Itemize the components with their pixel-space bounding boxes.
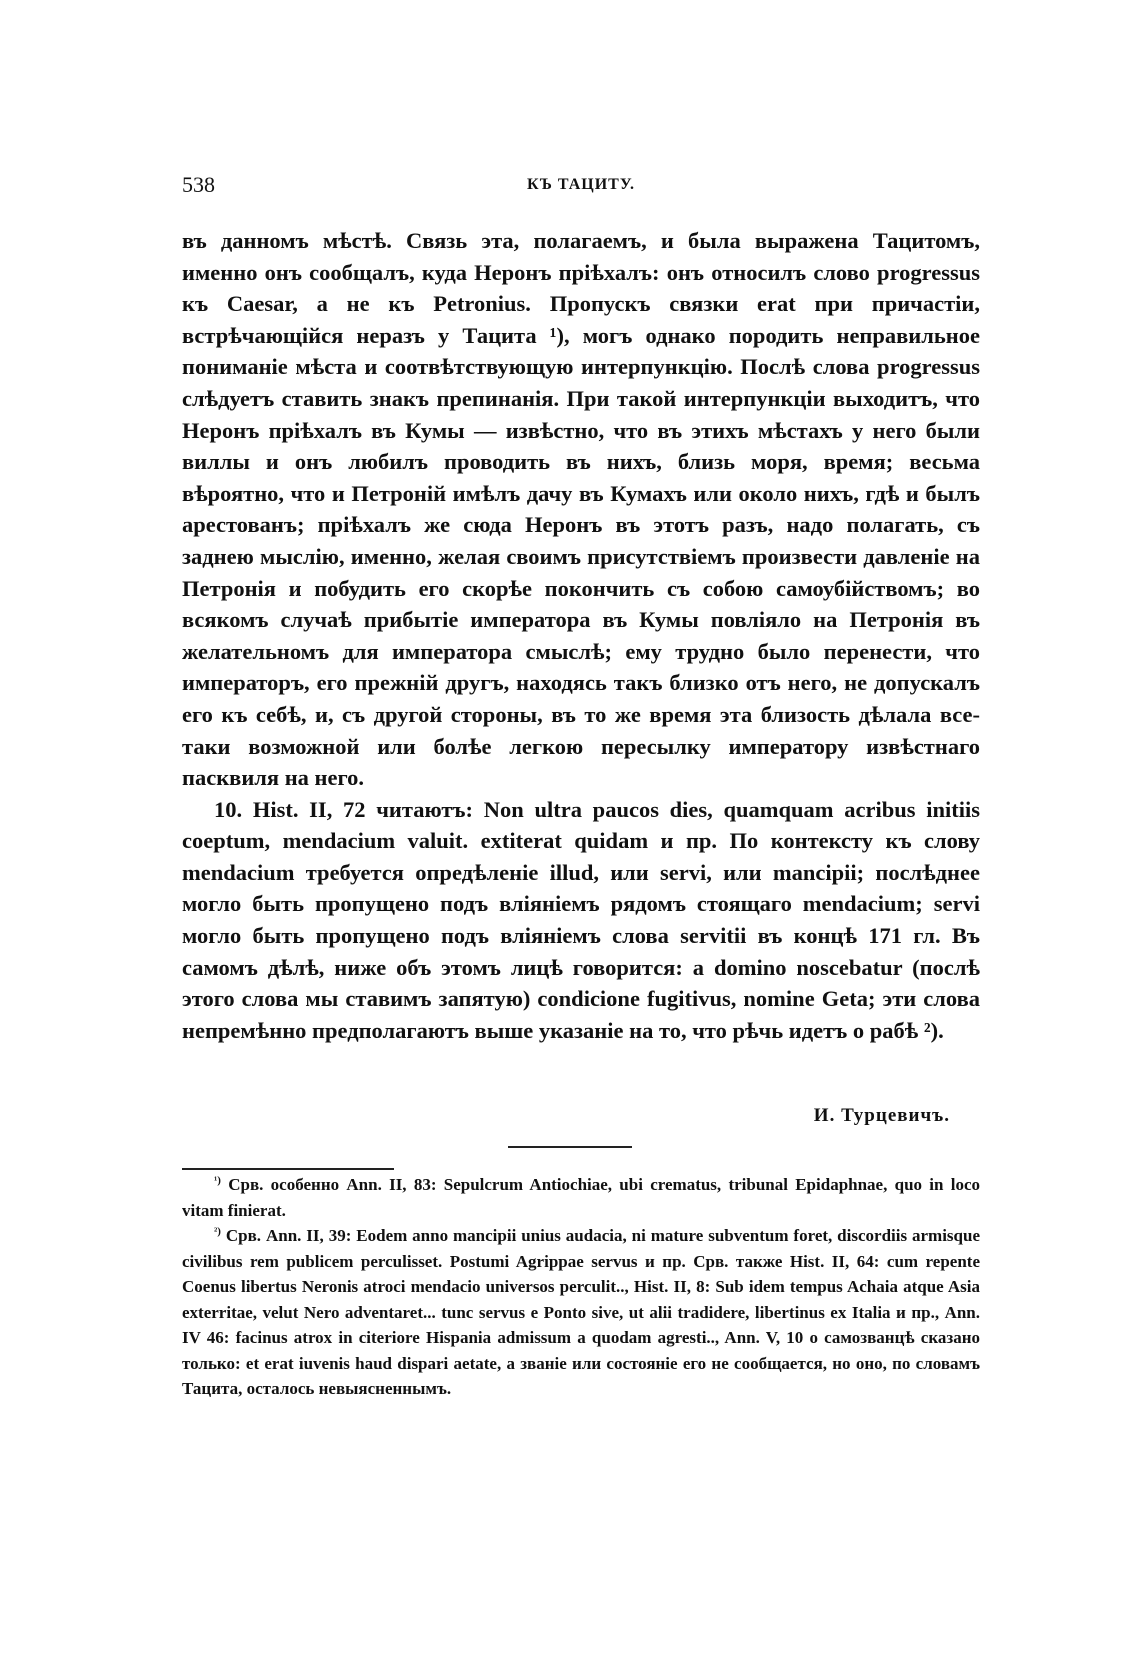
footnote-2-text: Срв. Ann. II, 39: Eodem anno mancipii unius audacia, ni mature subventum foret, discordiis armisque civilibus rem publicem perculisset. Postumi Agrippae servus и пр. Срв. также Hist. II, 64: cum repente Coenus libertus Neronis atroci mendacio universos perculit.., Hist. II, 8: Sub idem tempus Achaia atque Asia exterritae, velut Nero adventaret... tunc servus e Ponto sive, ut alii tradidere, libertinus ex Italia и пр., Ann. IV 46: facinus atrox in citeriore Hispania admissum a quodam agresti.., Ann. V, 10 о самозванцѣ сказано только: et erat iuvenis haud dispari aetate, а званіе или состояніе его не сообщается, но оно, по словамъ Тацита, осталось невыясненнымъ. bbox=[182, 1226, 980, 1398]
running-title: КЪ ТАЦИТУ. bbox=[527, 176, 635, 193]
footnote-rule bbox=[182, 1168, 394, 1170]
main-text bbox=[182, 225, 980, 1046]
footnote-1-text: Срв. особенно Ann. II, 83: Sepulcrum Antiochiae, ubi crematus, tribunal Epidaphnae, quo in loco vitam finierat. bbox=[182, 1175, 980, 1220]
footnote-2 bbox=[182, 1223, 980, 1402]
paragraph-section-10: 10. Hist. II, 72 читаютъ: Non ultra paucos dies, quamquam acribus initiis coeptum, mendacium valuit. extiterat quidam и пр. По контексту къ слову mendacium требуется опредѣленіе illud, или servi, или mancipii; послѣднее могло быть пропущено подъ вліяніемъ рядомъ стоящаго mendacium; servi могло быть пропущено подъ вліяніемъ слова servitii въ концѣ 171 гл. Въ самомъ дѣлѣ, ниже объ этомъ лицѣ говорится: a domino noscebatur (послѣ этого слова мы ставимъ запятую) condicione fugitivus, nomine Geta; эти слова непремѣнно предполагаютъ выше указаніе на то, что рѣчь идетъ о рабѣ ²). bbox=[182, 796, 980, 1043]
page-header bbox=[182, 172, 980, 204]
paragraph-continuation: въ данномъ мѣстѣ. Связь эта, полагаемъ, и была выражена Тацитомъ, именно онъ сообщалъ, куда Неронъ пріѣхалъ: онъ относилъ слово progressus къ Caesar, а не къ Petronius. Пропускъ связки erat при причастіи, встрѣчающійся неразъ у Тацита ¹), могъ однако породить неправильное пониманіе мѣста и соотвѣтствующую интерпункцію. Послѣ слова progressus слѣдуетъ ставить знакъ препинанія. При такой интерпункціи выходитъ, что Неронъ пріѣхалъ въ Кумы — извѣстно, что въ этихъ мѣстахъ у него были виллы и онъ любилъ проводить въ нихъ, близь моря, время; весьма вѣроятно, что и Петроній имѣлъ дачу въ Кумахъ или около нихъ, гдѣ и былъ арестованъ; пріѣхалъ же сюда Неронъ въ этотъ разъ, надо полагать, съ заднею мыслію, именно, желая своимъ присутствіемъ произвести давленіе на Петронія и побудить его скорѣе покончить съ собою самоубійствомъ; во всякомъ случаѣ прибытіе императора въ Кумы повліяло на Петронія въ желательномъ для императора смыслѣ; ему трудно было перенести, что императоръ, его прежній другъ, находясь такъ близко отъ него, не допускалъ его къ себѣ, и, съ другой стороны, въ то же время эта близость дѣлала все-таки возможной или болѣе легкою пересылку императору извѣстнаго пасквиля на него. bbox=[182, 228, 980, 791]
footnote-1 bbox=[182, 1172, 980, 1223]
author-signature: И. Турцевичъ. bbox=[813, 1105, 950, 1126]
page-number: 538 bbox=[182, 172, 215, 197]
footnote-2-mark: ²) bbox=[214, 1225, 221, 1238]
footnote-1-mark: ¹) bbox=[214, 1174, 221, 1187]
footnotes bbox=[182, 1172, 980, 1402]
section-divider bbox=[508, 1146, 632, 1148]
